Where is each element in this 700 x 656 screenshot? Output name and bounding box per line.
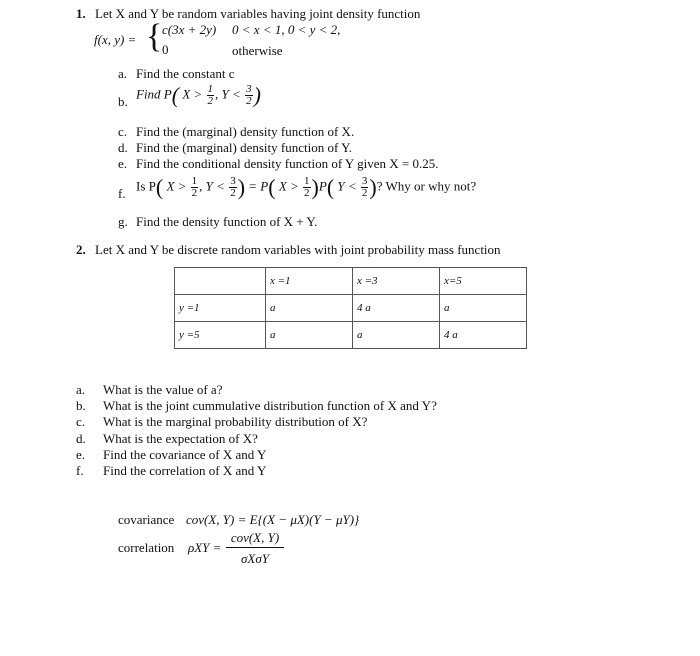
- q2-part-b-label: b.: [76, 398, 86, 413]
- q1-part-c-label: c.: [118, 124, 128, 139]
- pdf-case2-expr: 0: [162, 42, 169, 57]
- q2-part-d-label: d.: [76, 431, 86, 446]
- table-cell: a: [353, 322, 440, 349]
- q1-number: 1.: [76, 6, 86, 21]
- table-cell: 4 a: [440, 322, 527, 349]
- q1-part-f-expr: Is P( X > $\frac{1}{2}$ , Y < $\frac{3}{2}$ ) = P( X > $\frac{1}{2}$ )P( Y < $\frac{3}{2}$ )? Why or why not?: [136, 174, 477, 200]
- q1-part-d-text: Find the (marginal) density function of Y.: [136, 140, 353, 155]
- q1-part-g-text: Find the density function of X + Y.: [136, 214, 318, 229]
- table-cell: 4 a: [353, 295, 440, 322]
- pdf-case1-cond: 0 < x < 1, 0 < y < 2,: [232, 22, 341, 37]
- q2-part-f-text: Find the correlation of X and Y: [103, 463, 267, 478]
- table-cell: y =5: [175, 322, 266, 349]
- q1-part-b-text: Find P: [136, 86, 172, 102]
- q1-part-b-label: b.: [118, 94, 128, 109]
- correlation-lhs: ρXY =: [188, 540, 222, 555]
- q2-part-a-label: a.: [76, 382, 86, 397]
- q2-part-e-text: Find the covariance of X and Y: [103, 447, 267, 462]
- covariance-formula: cov(X, Y) = E{(X − μX)(Y − μY)}: [186, 512, 360, 527]
- pdf-brace: {: [146, 18, 163, 55]
- pdf-case2-cond: otherwise: [232, 43, 283, 58]
- table-header-row: [175, 268, 527, 295]
- pmf-table: [174, 267, 527, 349]
- correlation-den: σXσY: [241, 551, 269, 566]
- table-header-cell: x=5: [440, 268, 527, 295]
- q2-part-d-text: What is the expectation of X?: [103, 431, 258, 446]
- q1-part-e-label: e.: [118, 156, 128, 171]
- q2-part-f-label: f.: [76, 463, 84, 478]
- q1-part-a-text: Find the constant c: [136, 66, 235, 81]
- table-cell: a: [266, 295, 353, 322]
- q2-part-c-text: What is the marginal probability distribution of X?: [103, 414, 368, 429]
- q2-part-b-text: What is the joint cummulative distribution function of X and Y?: [103, 398, 437, 413]
- q2-part-e-label: e.: [76, 447, 86, 462]
- table-row: [175, 295, 527, 322]
- correlation-label: correlation: [118, 540, 175, 555]
- table-cell: a: [266, 322, 353, 349]
- b-frac-x: $\frac{1}{2}$: [207, 83, 214, 107]
- q1-part-a-label: a.: [118, 66, 128, 81]
- table-header-cell: [175, 268, 266, 295]
- q2-part-c-label: c.: [76, 414, 86, 429]
- q2-part-a-text: What is the value of a?: [103, 382, 223, 397]
- table-header-cell: x =3: [353, 268, 440, 295]
- q1-part-b-expr: Find P( X > $\frac{1}{2}$ , Y < $\frac{3}{2}$ ): [136, 82, 261, 108]
- pdf-case1-expr: c(3x + 2y): [162, 22, 217, 37]
- q1-part-f-text: Is P: [136, 178, 156, 194]
- table-cell: a: [440, 295, 527, 322]
- covariance-label: covariance: [118, 512, 175, 527]
- q1-part-e-text: Find the conditional density function of Y given X = 0.25.: [136, 156, 439, 171]
- table-row: [175, 322, 527, 349]
- q1-part-f-label: f.: [118, 186, 126, 201]
- q1-part-d-label: d.: [118, 140, 128, 155]
- correlation-fraction: [226, 530, 284, 567]
- pdf-lhs: f(x, y) =: [94, 32, 137, 47]
- table-header-cell: x =1: [266, 268, 353, 295]
- correlation-num: cov(X, Y): [226, 530, 284, 548]
- q1-part-c-text: Find the (marginal) density function of X.: [136, 124, 355, 139]
- q1-intro: Let X and Y be random variables having joint density function: [95, 6, 421, 21]
- q1-part-g-label: g.: [118, 214, 128, 229]
- q2-intro: Let X and Y be discrete random variables with joint probability mass function: [95, 242, 501, 257]
- table-cell: y =1: [175, 295, 266, 322]
- q2-number: 2.: [76, 242, 86, 257]
- b-frac-y: $\frac{3}{2}$: [246, 83, 252, 107]
